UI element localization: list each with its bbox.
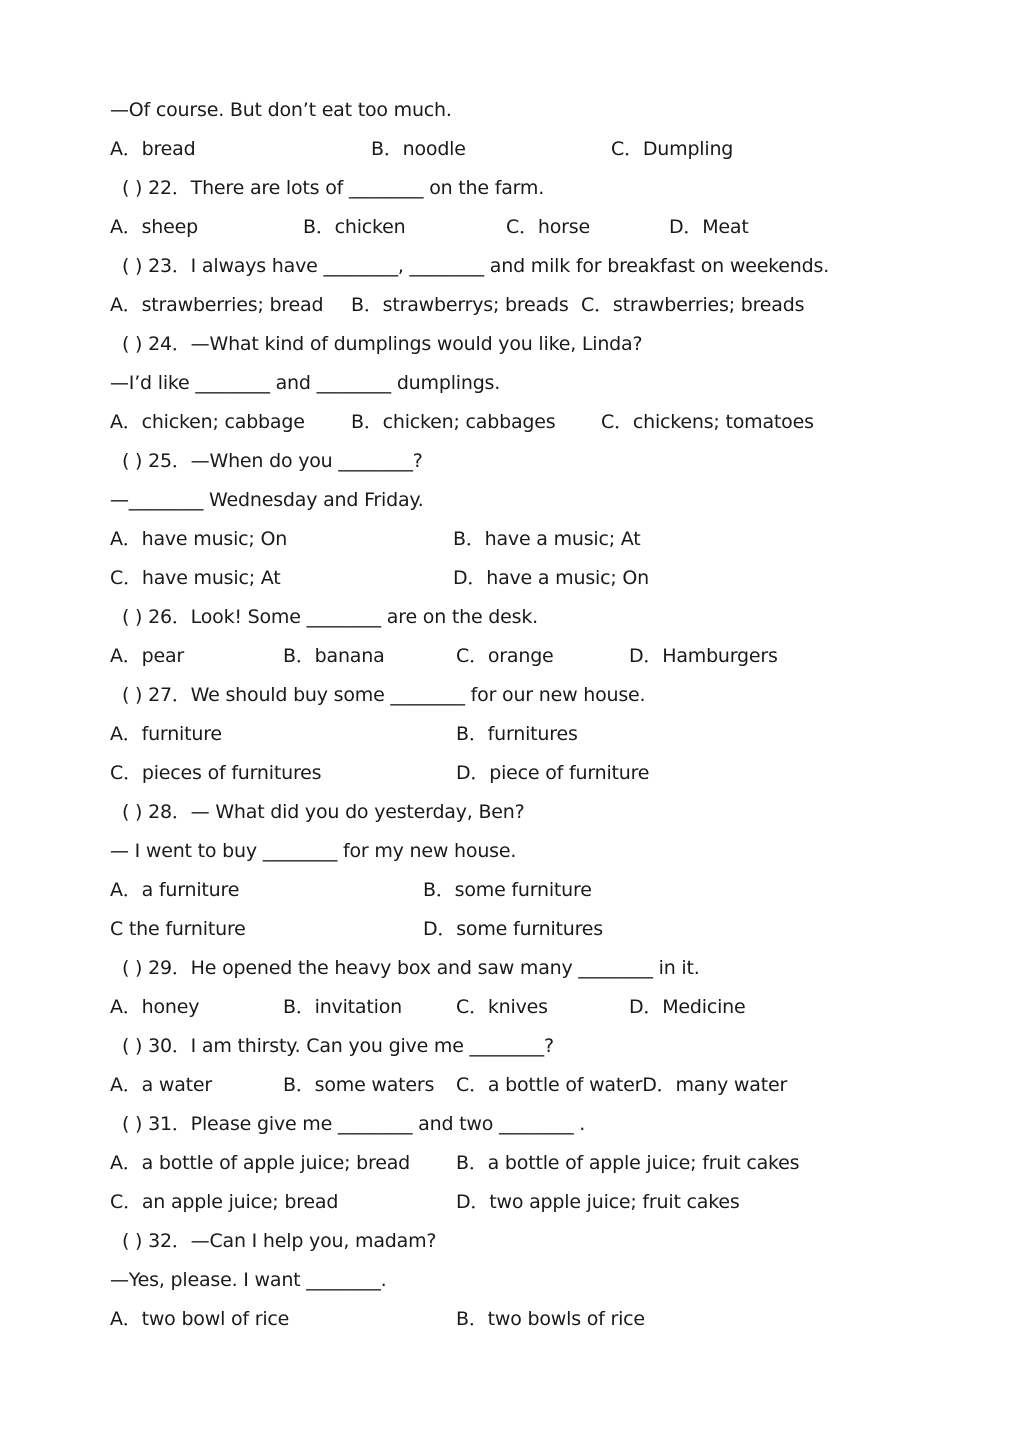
option-c: C．Dumpling: [611, 138, 734, 160]
option-c: C．have music; At: [110, 567, 281, 589]
option-d: D．Medicine: [629, 996, 746, 1018]
options-row: [110, 403, 930, 442]
question-31: [110, 1105, 930, 1144]
option-b: B．noodle: [371, 138, 466, 160]
options-row: [110, 1144, 930, 1183]
option-a: A．furniture: [110, 723, 222, 745]
options-row: [110, 1066, 930, 1105]
option-c: C．pieces of furnitures: [110, 762, 322, 784]
option-b: B．chicken; cabbages: [351, 411, 556, 433]
option-a: A．a water: [110, 1074, 213, 1096]
options-row: [110, 715, 930, 754]
option-d: D．have a music; On: [453, 567, 649, 589]
question-text: ( ) 25．—When do you ________?: [122, 450, 423, 472]
answer-line: [110, 1261, 930, 1300]
option-c: C the furniture: [110, 918, 246, 940]
question-22: [110, 169, 930, 208]
question-25: [110, 442, 930, 481]
question-text: ( ) 28．— What did you do yesterday, Ben?: [122, 801, 525, 823]
question-32: [110, 1222, 930, 1261]
options-row: [110, 988, 930, 1027]
option-a: A．strawberries; bread: [110, 294, 324, 316]
line-text: —I’d like ________ and ________ dumplings.: [110, 372, 501, 394]
line-text: —________ Wednesday and Friday.: [110, 489, 424, 511]
options-row: [110, 520, 930, 559]
options-row: [110, 1183, 930, 1222]
line-text: —Yes, please. I want ________.: [110, 1269, 387, 1291]
options-row: [110, 910, 930, 949]
options-row: [110, 637, 930, 676]
question-23: [110, 247, 930, 286]
option-b: B．invitation: [283, 996, 402, 1018]
options-row: [110, 130, 930, 169]
option-a: A．bread: [110, 138, 196, 160]
options-row: [110, 208, 930, 247]
options-row: [110, 871, 930, 910]
option-c: C．horse: [506, 216, 590, 238]
line-text: —Of course. But don’t eat too much.: [110, 99, 452, 121]
option-a: A．honey: [110, 996, 200, 1018]
option-c-d: C．a bottle of waterD．many water: [456, 1074, 788, 1096]
option-a: A．chicken; cabbage: [110, 411, 305, 433]
question-27: [110, 676, 930, 715]
line-text: — I went to buy ________ for my new house.: [110, 840, 517, 862]
question-text: ( ) 29．He opened the heavy box and saw many ________ in it.: [122, 957, 700, 979]
option-b: B．chicken: [303, 216, 406, 238]
answer-line: [110, 832, 930, 871]
options-row: [110, 286, 930, 325]
question-text: ( ) 32．—Can I help you, madam?: [122, 1230, 437, 1252]
option-b: B．some waters: [283, 1074, 435, 1096]
option-d: D．piece of furniture: [456, 762, 650, 784]
option-a: A．a furniture: [110, 879, 240, 901]
option-b: B．banana: [283, 645, 385, 667]
answer-line: [110, 91, 930, 130]
option-c: C．knives: [456, 996, 548, 1018]
option-d: D．some furnitures: [423, 918, 603, 940]
option-d: D．two apple juice; fruit cakes: [456, 1191, 740, 1213]
option-a: A．two bowl of rice: [110, 1308, 290, 1330]
option-b: B．a bottle of apple juice; fruit cakes: [456, 1152, 800, 1174]
question-26: [110, 598, 930, 637]
option-a: A．have music; On: [110, 528, 288, 550]
options-row: [110, 754, 930, 793]
answer-line: [110, 481, 930, 520]
option-c: C．orange: [456, 645, 554, 667]
options-row: [110, 559, 930, 598]
option-d: D．Meat: [669, 216, 749, 238]
question-text: ( ) 30．I am thirsty. Can you give me ________?: [122, 1035, 554, 1057]
options-row: [110, 1300, 930, 1339]
question-30: [110, 1027, 930, 1066]
question-text: ( ) 23．I always have ________, ________ and milk for breakfast on weekends.: [122, 255, 830, 277]
option-b: B．two bowls of rice: [456, 1308, 645, 1330]
option-b: B．have a music; At: [453, 528, 641, 550]
question-29: [110, 949, 930, 988]
question-28: [110, 793, 930, 832]
option-b: B．strawberrys; breads: [351, 294, 569, 316]
question-text: ( ) 26．Look! Some ________ are on the desk.: [122, 606, 538, 628]
option-a: A．pear: [110, 645, 185, 667]
option-b: B．furnitures: [456, 723, 578, 745]
question-text: ( ) 24．—What kind of dumplings would you like, Linda?: [122, 333, 643, 355]
answer-line: [110, 364, 930, 403]
option-c: C．chickens; tomatoes: [601, 411, 814, 433]
option-c: C．an apple juice; bread: [110, 1191, 339, 1213]
option-c: C．strawberries; breads: [581, 294, 805, 316]
option-d: D．Hamburgers: [629, 645, 778, 667]
question-text: ( ) 22．There are lots of ________ on the farm.: [122, 177, 545, 199]
question-text: ( ) 27．We should buy some ________ for our new house.: [122, 684, 646, 706]
option-a: A．a bottle of apple juice; bread: [110, 1152, 411, 1174]
question-24: [110, 325, 930, 364]
option-b: B．some furniture: [423, 879, 592, 901]
option-a: A．sheep: [110, 216, 198, 238]
question-text: ( ) 31．Please give me ________ and two ________ .: [122, 1113, 586, 1135]
